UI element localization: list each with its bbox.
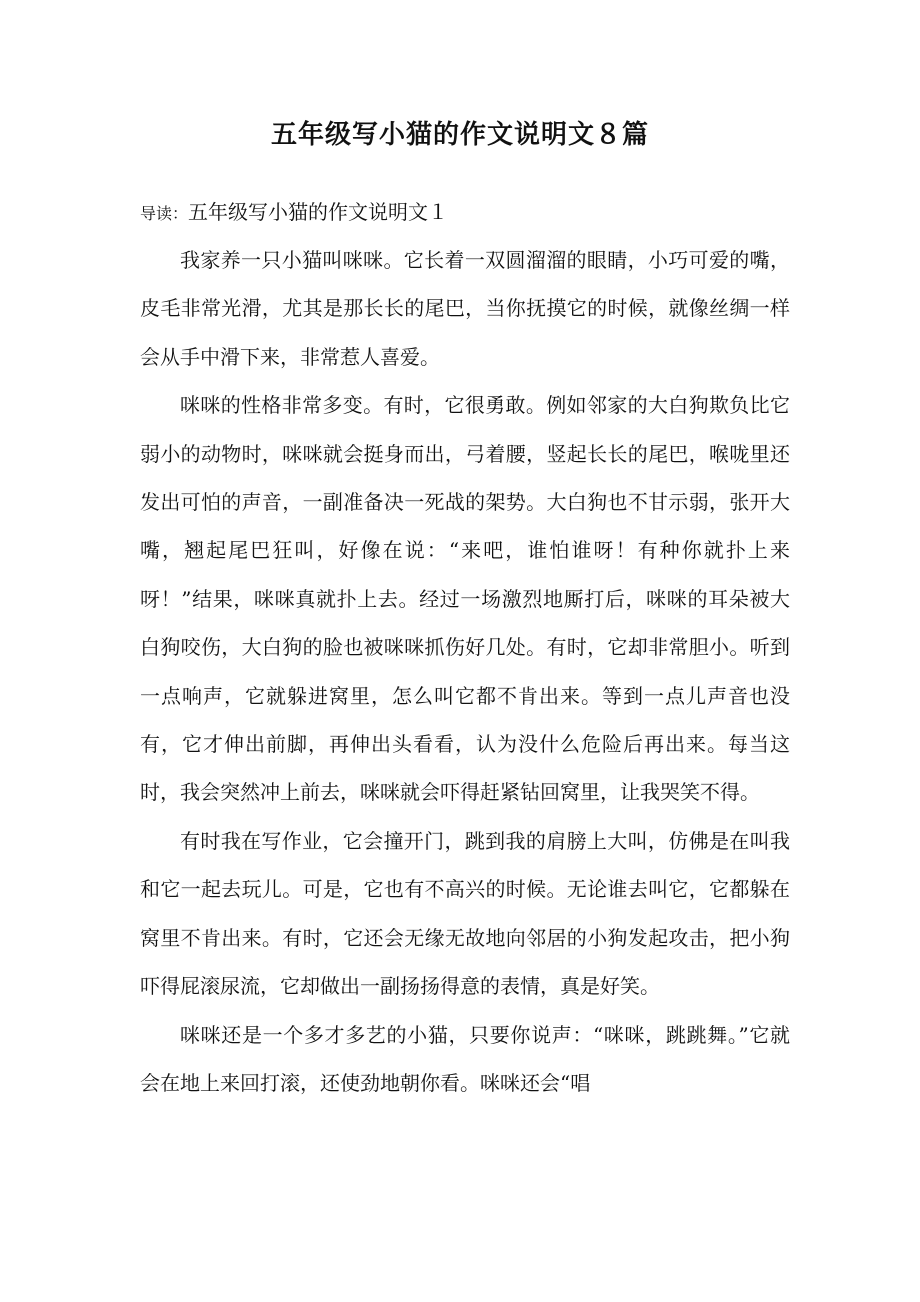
lead-label: 导读：: [140, 204, 189, 223]
lead-line: [140, 196, 448, 225]
lead-text: 五年级写小猫的作文说明文１: [188, 200, 449, 224]
paragraph-1: 我家养一只小猫叫咪咪。它长着一双圆溜溜的眼睛，小巧可爱的嘴，皮毛非常光滑，尤其是那长长的尾巴，当你抚摸它的时候，就像丝绸一样会从手中滑下来，非常惹人喜爱。: [140, 248, 790, 369]
paragraph-4: 咪咪还是一个多才多艺的小猫，只要你说声：“咪咪，跳跳舞。”它就会在地上来回打滚，还使劲地朝你看。咪咪还会“唱: [140, 1022, 790, 1095]
document-title: 五年级写小猫的作文说明文８篇: [270, 120, 649, 150]
paragraph-2: 咪咪的性格非常多变。有时，它很勇敢。例如邻家的大白狗欺负比它弱小的动物时，咪咪就会挺身而出，弓着腰，竖起长长的尾巴，喉咙里还发出可怕的声音，一副准备决一死战的架势。大白狗也不甘示弱，张开大嘴，翘起尾巴狂叫，好像在说：“来吧，谁怕谁呀！有种你就扑上来呀！”结果，咪咪真就扑上去。经过一场激烈地厮打后，咪咪的耳朵被大白狗咬伤，大白狗的脸也被咪咪抓伤好几处。有时，它却非常胆小。听到一点响声，它就躲进窝里，怎么叫它都不肯出来。等到一点儿声音也没有，它才伸出前脚，再伸出头看看，认为没什么危险后再出来。每当这时，我会突然冲上前去，咪咪就会吓得赶紧钻回窝里，让我哭笑不得。: [140, 393, 790, 805]
document-body: [140, 236, 790, 1107]
paragraph-3: 有时我在写作业，它会撞开门，跳到我的肩膀上大叫，仿佛是在叫我和它一起去玩儿。可是，它也有不高兴的时候。无论谁去叫它，它都躲在窝里不肯出来。有时，它还会无缘无故地向邻居的小狗发起攻击，把小狗吓得屁滚尿流，它却做出一副扬扬得意的表情，真是好笑。: [140, 828, 790, 999]
